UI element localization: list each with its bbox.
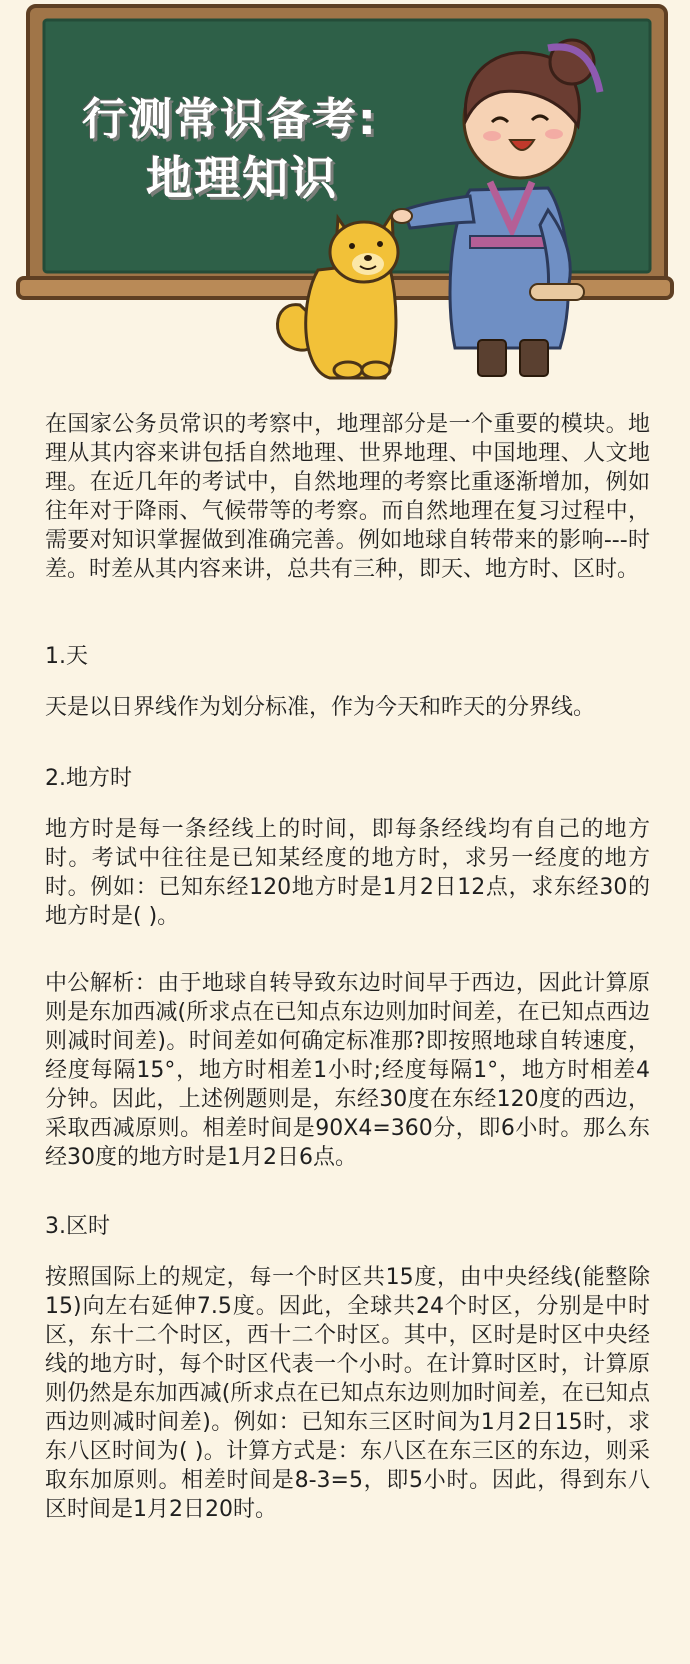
section-body-local-time: 地方时是每一条经线上的时间，即每条经线均有自己的地方时。考试中往往是已知某经度的地方时，求另一经度的地方时。例如：已知东经120地方时是1月2日12点，求东经30的地方时是( )。 <box>45 817 650 929</box>
article-body <box>45 410 650 1524</box>
intro-paragraph: 在国家公务员常识的考察中，地理部分是一个重要的模块。地理从其内容来讲包括自然地理、世界地理、中国地理、人文地理。在近几年的考试中，自然地理的考察比重逐渐增加，例如往年对于降雨、气候带等的考察。而自然地理在复习过程中，需要对知识掌握做到准确完善。例如地球自转带来的影响---时差。时差从其内容来讲，总共有三种，即天、地方时、区时。 <box>45 412 650 582</box>
section-body-tian: 天是以日界线作为划分标准，作为今天和昨天的分界线。 <box>45 695 596 720</box>
section-heading-local-time: 2.地方时 <box>45 766 132 791</box>
section-heading-zone-time: 3.区时 <box>45 1214 110 1239</box>
board-title-line1: 行测常识备考: <box>82 94 378 145</box>
analysis-paragraph: 中公解析：由于地球自转导致东边时间早于西边，因此计算原则是东加西减(所求点在已知点东边则加时间差，在已知点西边则减时间差)。时间差如何确定标准那?即按照地球自转速度，经度每隔15°，地方时相差1小时;经度每隔1°，地方时相差4分钟。因此，上述例题则是，东经30度在东经120度的西边，采取西减原则。相差时间是90X4=360分，即6小时。那么东经30度的地方时是1月2日6点。 <box>45 971 650 1170</box>
board-title-line2: 地理知识 <box>146 151 338 205</box>
board-title <box>82 92 442 208</box>
header-illustration <box>0 0 690 400</box>
section-heading-tian: 1.天 <box>45 644 88 669</box>
section-body-zone-time: 按照国际上的规定，每一个时区共15度，由中央经线(能整除15)向左右延伸7.5度。因此，全球共24个时区，分别是中时区，东十二个时区，西十二个时区。其中，区时是时区中央经线的地方时，每个时区代表一个小时。在计算时区时，计算原则仍然是东加西减(所求点在已知点东边则加时间差，在已知点西边则减时间差)。例如：已知东三区时间为1月2日15时，求东八区时间为( )。计算方式是：东八区在东三区的东边，则采取东加原则。相差时间是8-3=5，即5小时。因此，得到东八区时间是1月2日20时。 <box>45 1265 650 1522</box>
